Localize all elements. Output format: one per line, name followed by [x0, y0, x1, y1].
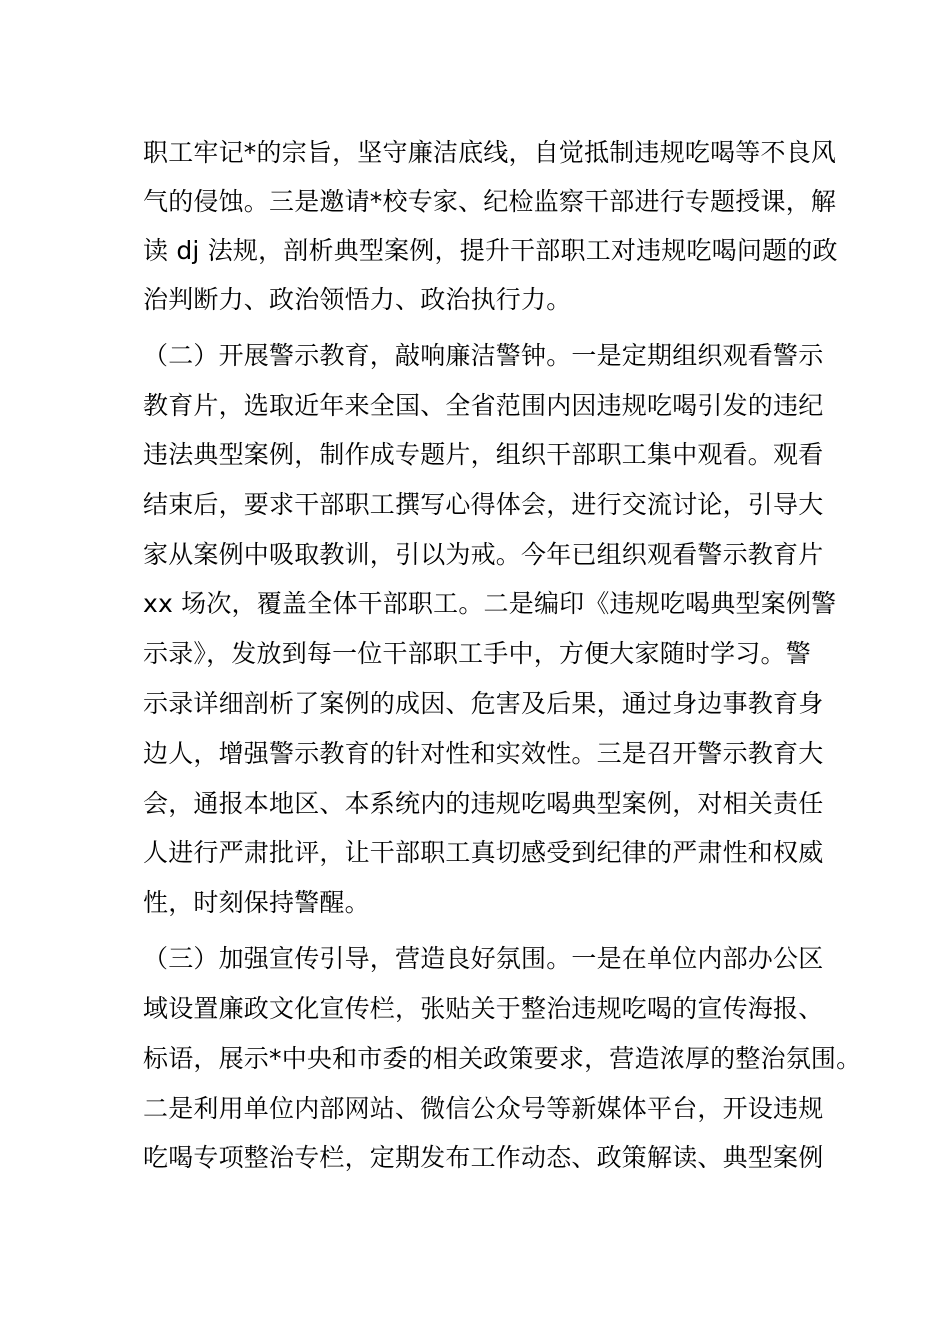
text-line: 教育片，选取近年来全国、全省范围内因违规吃喝引发的违纪	[143, 391, 824, 420]
text-line: 治判断力、政治领悟力、政治执行力。	[143, 285, 572, 314]
text-line: 家从案例中吸取教训，引以为戒。今年已组织观看警示教育片	[143, 540, 824, 569]
text-line: （三）加强宣传引导，营造良好氛围。一是在单位内部办公区	[143, 944, 824, 973]
text-line: 气的侵蚀。三是邀请*校专家、纪检监察干部进行专题授课，解	[143, 187, 837, 216]
text-line: 域设置廉政文化宣传栏，张贴关于整治违规吃喝的宣传海报、	[143, 994, 824, 1023]
text-line: 会，通报本地区、本系统内的违规吃喝典型案例，对相关责任	[143, 789, 824, 818]
text-line: 吃喝专项整治专栏，定期发布工作动态、政策解读、典型案例	[143, 1143, 824, 1172]
text-line: 示录详细剖析了案例的成因、危害及后果，通过身边事教育身	[143, 689, 824, 718]
text-line: 边人，增强警示教育的针对性和实效性。三是召开警示教育大	[143, 739, 824, 768]
text-line: 违法典型案例，制作成专题片，组织干部职工集中观看。观看	[143, 440, 824, 469]
text-line: 职工牢记*的宗旨，坚守廉洁底线，自觉抵制违规吃喝等不良风	[143, 138, 837, 167]
text-line: xx 场次，覆盖全体干部职工。二是编印《违规吃喝典型案例警	[143, 589, 837, 618]
text-line: 示录》，发放到每一位干部职工手中，方便大家随时学习。警	[143, 639, 811, 668]
text-line: 二是利用单位内部网站、微信公众号等新媒体平台，开设违规	[143, 1094, 824, 1123]
text-line: 人进行严肃批评，让干部职工真切感受到纪律的严肃性和权威	[143, 838, 824, 867]
text-line: （二）开展警示教育，敲响廉洁警钟。一是定期组织观看警示	[143, 341, 824, 370]
text-line: 标语，展示*中央和市委的相关政策要求，营造浓厚的整治氛围。	[143, 1044, 862, 1073]
text-line: 读 dj 法规，剖析典型案例，提升干部职工对违规吃喝问题的政	[143, 236, 838, 265]
text-line: 性，时刻保持警醒。	[143, 888, 370, 917]
text-line: 结束后，要求干部职工撰写心得体会，进行交流讨论，引导大	[143, 490, 824, 519]
